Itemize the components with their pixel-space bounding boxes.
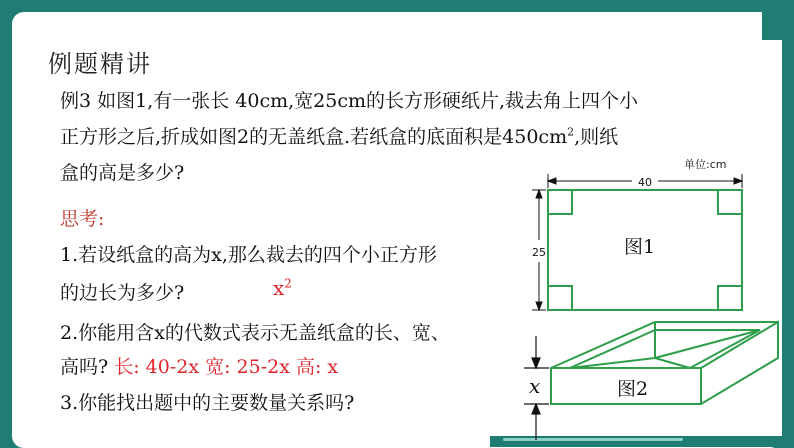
figure-2-caption: 图2 — [617, 378, 649, 400]
figure-1-length-label: 40 — [638, 176, 652, 189]
question-1-line-1: 1.若设纸盒的高为x,那么裁去的四个小正方形 — [60, 244, 437, 266]
question-1-answer — [273, 276, 292, 300]
problem-line-2 — [60, 122, 618, 149]
area-exponent: 2 — [567, 125, 575, 139]
question-2-tail: 高吗? — [60, 356, 109, 378]
think-label: 思考: — [60, 208, 105, 230]
figure-1-caption: 图1 — [624, 236, 656, 258]
question-3: 3.你能找出题中的主要数量关系吗? — [60, 392, 355, 414]
problem-line-2-text: 正方形之后,折成如图2的无盖纸盒.若纸盒的底面积是450cm — [60, 126, 568, 148]
question-2-line-2 — [60, 352, 338, 379]
figure-1-width-label: 25 — [532, 246, 546, 259]
problem-line-3: 盒的高是多少? — [60, 162, 185, 184]
question-2-line-1: 2.你能用含x的代数式表示无盖纸盒的长、宽、 — [60, 322, 450, 344]
answer-base: x — [273, 276, 285, 300]
figure-2-height-label: x — [529, 374, 541, 398]
figure-1-unit: 单位:cm — [684, 158, 727, 171]
bottom-bar-accent — [503, 438, 683, 441]
answer-exponent: 2 — [284, 276, 292, 291]
question-1-line-2: 的边长为多少? — [60, 282, 185, 304]
corner-decoration — [762, 0, 794, 40]
slide-title: 例题精讲 — [48, 50, 152, 78]
problem-line-2-tail: ,则纸 — [574, 126, 619, 148]
question-2-answer: 长: 40-2x 宽: 25-2x 高: x — [114, 356, 339, 378]
problem-line-1: 例3 如图1,有一张长 40cm,宽25cm的长方形硬纸片,裁去角上四个小 — [60, 90, 639, 112]
